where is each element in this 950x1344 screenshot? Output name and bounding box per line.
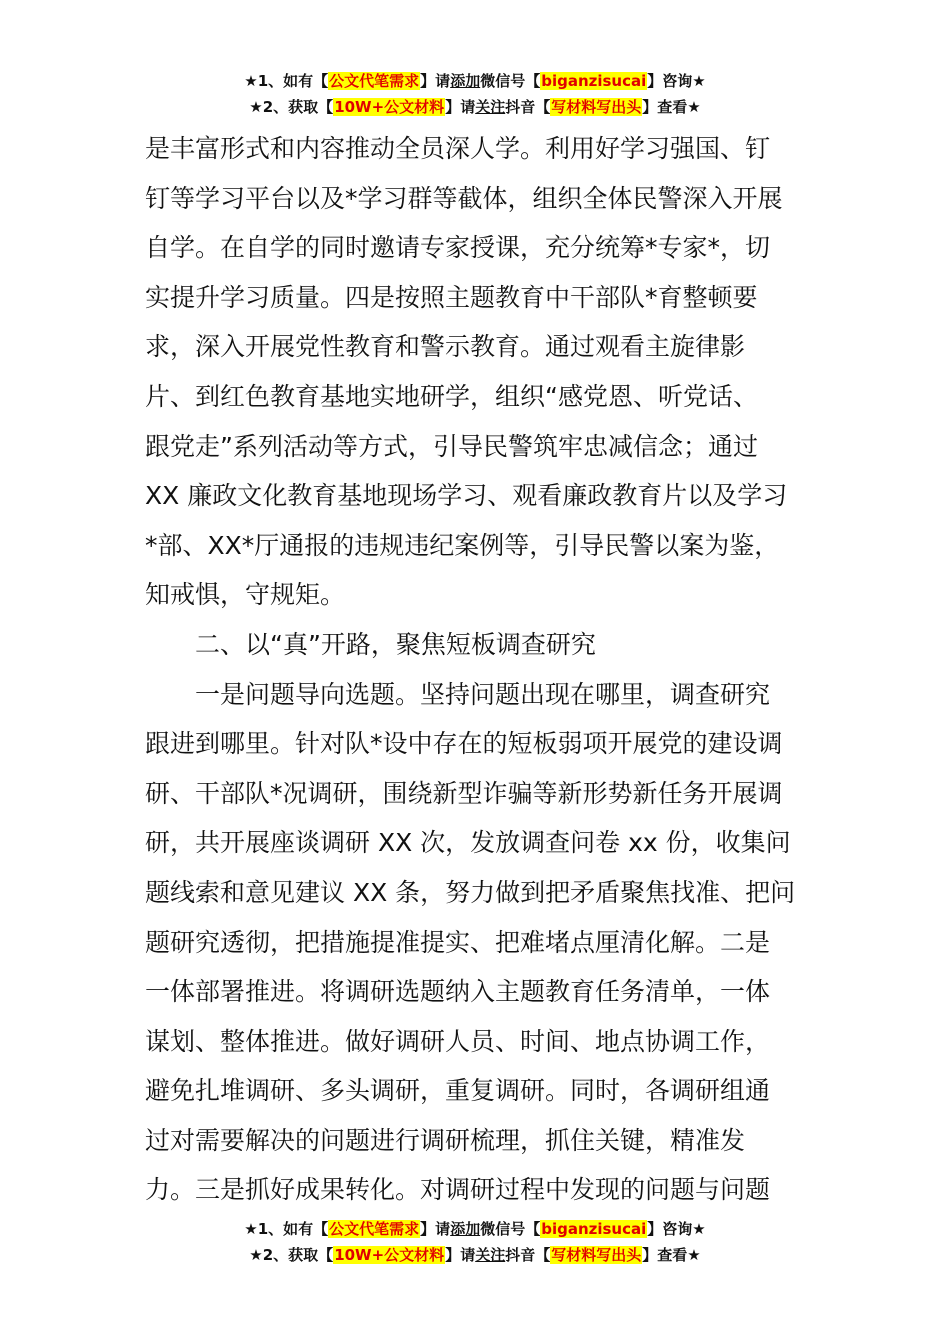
body-line: 谋划、整体推进。做好调研人员、时间、地点协调工作， — [145, 1026, 771, 1056]
banner-underlined: 关注 — [475, 98, 506, 116]
body-line: 片、到红色教育基地实地研学，组织“感党恩、听党话、 — [145, 381, 758, 411]
body-line: 题研究透彻，把措施提准提实、把难堵点厘清化解。二是 — [145, 927, 771, 957]
banner-text: 抖音【 — [505, 1246, 551, 1264]
banner-text: 】查看★ — [642, 1246, 701, 1264]
body-line: 实提升学习质量。四是按照主题教育中干部队*育整顿要 — [145, 282, 758, 312]
banner-wechat-id: biganzisucai — [541, 1220, 647, 1238]
body-line: 跟进到哪里。针对队*设中存在的短板弱项开展党的建设调 — [145, 729, 783, 759]
section-heading: 二、以“真”开路，聚焦短板调查研究 — [195, 629, 596, 659]
banner-text: ★2、获取【 — [249, 1246, 334, 1264]
header-banner — [0, 68, 950, 120]
banner-text: 】请 — [420, 72, 451, 90]
body-line: 题线索和意见建议 XX 条，努力做到把矛盾聚焦找准、把问 — [145, 877, 796, 907]
banner-highlight: 公文代笔需求 — [329, 72, 420, 90]
banner-line-1 — [0, 1216, 950, 1242]
banner-douyin-name: 写材料写出头 — [551, 98, 642, 116]
banner-text: 】查看★ — [642, 98, 701, 116]
banner-text: 抖音【 — [505, 98, 551, 116]
body-line: 知戒惧，守规矩。 — [145, 580, 346, 610]
body-line: 研，共开展座谈调研 XX 次，发放调查问卷 xx 份，收集问 — [145, 828, 791, 858]
banner-douyin-name: 写材料写出头 — [551, 1246, 642, 1264]
banner-text: ★1、如有【 — [244, 72, 329, 90]
banner-underlined: 关注 — [475, 1246, 506, 1264]
banner-text: 】请 — [445, 1246, 476, 1264]
banner-highlight: 公文代笔需求 — [329, 1220, 420, 1238]
body-line: 避免扎堆调研、多头调研，重复调研。同时，各调研组通 — [145, 1076, 771, 1106]
body-line: 过对需要解决的问题进行调研梳理，抓住关键，精准发 — [145, 1125, 746, 1155]
banner-text: 微信号【 — [480, 72, 541, 90]
banner-line-1 — [0, 68, 950, 94]
body-line: 力。三是抓好成果转化。对调研过程中发现的问题与问题 — [145, 1175, 771, 1205]
body-line: 是丰富形式和内容推动全员深人学。利用好学习强国、钉 — [145, 134, 771, 163]
banner-text: 】咨询★ — [647, 72, 706, 90]
document-body — [145, 124, 809, 1215]
body-line: 跟党走”系列活动等方式，引导民警筑牢忠减信念；通过 — [145, 431, 758, 461]
footer-banner — [0, 1216, 950, 1268]
banner-underlined: 添加 — [450, 72, 481, 90]
banner-wechat-id: biganzisucai — [541, 72, 647, 90]
body-line: 求，深入开展党性教育和警示教育。通过观看主旋律影 — [145, 332, 746, 362]
banner-underlined: 添加 — [450, 1220, 481, 1238]
body-line: 自学。在自学的同时邀请专家授课，充分统筹*专家*，切 — [145, 233, 771, 263]
banner-line-2 — [0, 1242, 950, 1268]
body-line: *部、XX*厅通报的违规违纪案例等，引导民警以案为鉴， — [145, 530, 780, 560]
body-line: 钉等学习平台以及*学习群等截体，组织全体民警深入开展 — [145, 183, 783, 213]
body-line: 一是问题导向选题。坚持问题出现在哪里，调查研究 — [195, 679, 771, 709]
banner-line-2 — [0, 94, 950, 120]
body-line: XX 廉政文化教育基地现场学习、观看廉政教育片以及学习 — [145, 481, 788, 511]
banner-highlight: 10W+公文材料 — [334, 98, 445, 116]
body-line: 研、干部队*况调研，围绕新型诈骗等新形势新任务开展调 — [145, 778, 783, 808]
banner-text: 微信号【 — [480, 1220, 541, 1238]
banner-highlight: 10W+公文材料 — [334, 1246, 445, 1264]
banner-text: ★1、如有【 — [244, 1220, 329, 1238]
banner-text: 】咨询★ — [647, 1220, 706, 1238]
body-line: 一体部署推进。将调研选题纳入主题教育任务清单，一体 — [145, 977, 771, 1007]
banner-text: 】请 — [420, 1220, 451, 1238]
banner-text: 】请 — [445, 98, 476, 116]
banner-text: ★2、获取【 — [249, 98, 334, 116]
